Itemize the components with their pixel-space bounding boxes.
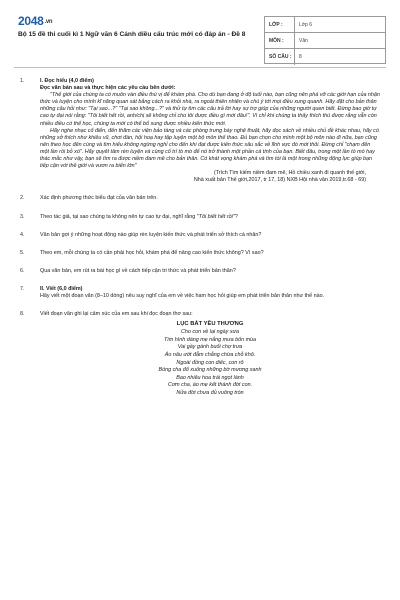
question-number: 3. bbox=[20, 213, 25, 220]
question-number: 8. bbox=[20, 311, 25, 318]
passage-source: (Trích Tìm kiếm niềm đam mê, Hồ chiều xanh đi quanh thế giới, bbox=[213, 170, 366, 177]
poem-line: Cơm cha, áo mẹ kết thành đời con. bbox=[167, 382, 253, 389]
question-quote: "Tôi biết hết rồi" bbox=[196, 213, 235, 220]
question-text: Hãy viết một đoạn văn (8–10 dòng) nêu suy nghĩ của em về việc ham học hỏi giúp em phát triển bản thân như thế nào. bbox=[40, 292, 325, 299]
question-number: 4. bbox=[20, 231, 25, 238]
poem-title: LỤC BÁT YÊU THƯƠNG bbox=[176, 321, 244, 328]
poem-line: Bao nhiêu hoa trái ngọt lành bbox=[176, 374, 244, 381]
instruction: Đọc văn bản sau và thực hiện các yêu cầu bên dưới: bbox=[40, 85, 176, 92]
question-text bbox=[40, 214, 380, 221]
info-label: SỐ CÂU : bbox=[269, 54, 292, 60]
info-row-class bbox=[265, 17, 385, 33]
question-1 bbox=[18, 78, 380, 184]
info-table bbox=[264, 16, 386, 64]
question-text-part: Theo tác giả, tại sao chúng ta không nên tự cao tự đại, nghĩ rằng bbox=[40, 213, 197, 220]
question-7 bbox=[18, 286, 380, 300]
document-title: Bộ 15 đề thi cuối kì 1 Ngữ văn 6 Cánh diều cấu trúc mới có đáp án - Đề 8 bbox=[18, 31, 246, 38]
info-label: LỚP : bbox=[269, 22, 283, 28]
info-value: Lớp 6 bbox=[299, 22, 313, 28]
question-5 bbox=[18, 250, 380, 257]
question-text: Văn bản gợi ý những hoạt động nào giúp rèn luyện kiến thức và phát triển sở thích cá nhân? bbox=[40, 231, 262, 238]
info-value: Văn bbox=[299, 38, 308, 44]
question-number: 2. bbox=[20, 195, 25, 202]
poem-line: Bóng cha đổ xuống những bờ mương xanh bbox=[158, 367, 262, 374]
brand-logo[interactable] bbox=[18, 14, 52, 28]
question-text: Xác định phương thức biểu đạt của văn bản trên. bbox=[40, 195, 158, 202]
question-4 bbox=[18, 232, 380, 239]
question-6 bbox=[18, 268, 380, 275]
question-text: Qua văn bản, em rút ra bài học gì về cách tiếp cận tri thức và phát triển bản thân? bbox=[40, 267, 236, 274]
question-8 bbox=[18, 311, 380, 398]
brand-name: 2048 bbox=[18, 14, 44, 28]
question-number: 5. bbox=[20, 249, 25, 256]
poem-line: Nửa đời chưa đủ vuông tròn bbox=[176, 390, 244, 396]
info-divider bbox=[294, 49, 295, 65]
brand-suffix: .vn bbox=[44, 18, 53, 25]
question-number: 6. bbox=[20, 267, 25, 274]
question-text: Theo em, mỗi chúng ta có cần phải học hỏi, khám phá để nâng cao kiến thức không? Vì sao? bbox=[40, 249, 264, 256]
poem-line: Áo nâu ướt đẫm chẳng chừa chỗ khô. bbox=[164, 352, 256, 359]
info-row-subject bbox=[265, 33, 385, 49]
question-text: Viết đoạn văn ghi lại cảm xúc của em sau khi đọc đoạn thơ sau: bbox=[40, 311, 193, 318]
section-heading: I. Đọc hiểu (4,0 điểm) bbox=[40, 78, 94, 84]
passage-paragraph: "Thế giới của chúng ta có muôn vàn điều thú vị để khám phá. Cho dù bạn đang ở độ tuổi nào, bạn cũng nên phá vỡ các giới hạn của nhận thức và luyện cho mình kĩ năng quan sát bằng cách ra khỏi nhà, ra ngoài thiên nhiên và chú ý tới mọi điều xung quanh. Hãy đặt cho bản thân những câu hỏi như: "Tại sao...?" "Tại sao không...?" và thử tự tìm các câu trả lời hay sự trợ giúp của những người quen biết. Đừng bao giờ tự cao tự đại nói rằng: "Tôi biết hết rồi, anh/chị sẽ không chỉ cho tôi được điều gì mới đâu!". Vì chỉ khi chúng ta thấy thích thú được rằng vẫn còn nhiều điều có thể học, chúng ta mới có thể bổ sung được nhiều kiến thức mới. bbox=[40, 92, 380, 127]
poem-line: Cho con về lại ngày xưa bbox=[181, 329, 239, 336]
poem-line: Vai gầy gánh buổi chợ trưa bbox=[177, 344, 243, 351]
question-number: 7. bbox=[20, 285, 25, 292]
info-divider bbox=[294, 33, 295, 48]
document-header bbox=[14, 10, 386, 62]
info-value: 8 bbox=[299, 54, 302, 60]
question-text-part: ? bbox=[234, 213, 238, 220]
header-divider bbox=[14, 67, 386, 68]
passage-paragraph: Hãy nghe nhạc cổ điển, đến thăm các viện bảo tàng và các phòng trưng bày nghệ thuật, hãy đọc sách về nhiều chủ đề khác nhau, hãy có những sở thích như khiêu vũ, chơi đàn, hội hoạ hay tập luyện một bộ môn thể thao. Đủ bạn chọn cho mình một bộ môn nào đi nữa, bạn cũng nên theo học đến cùng và tìm hiểu không ngừng nghỉ cho đến khi đạt được kiến thức sâu sắc về lĩnh vực đó mới thôi. Đừng chỉ "chạm đến một lần rồi bỏ xó". Hãy quyết tâm rèn luyện và cùng cố trí tò mò để nó trở thành một phần cá tính của bạn. Biết đâu, trong một lần tò mò hay thác mắc như vậy, bạn sẽ tìm ra được niềm đam mê cho bản thân. Có khát vọng khám phá và tìm tòi là một trong những động lực giúp bạn tiếp cận với thế giới và vươn ra biển lớn" bbox=[40, 127, 379, 170]
section-heading: II. Viết (6,0 điểm) bbox=[40, 285, 83, 292]
passage-source: Nhà xuất bản Thế giới,2017, tr 17, 18) NXB Hội nhà văn 2019,tr.68 - 69) bbox=[193, 177, 366, 184]
poem-line: Tìm hình dáng mẹ nắng mưa bốn mùa bbox=[163, 336, 257, 343]
question-number: 1. bbox=[20, 78, 25, 84]
info-row-question-count bbox=[265, 49, 385, 65]
info-divider bbox=[294, 17, 295, 32]
question-3 bbox=[18, 214, 380, 221]
info-label: MÔN : bbox=[269, 38, 284, 44]
exam-content bbox=[18, 78, 380, 398]
question-2 bbox=[18, 195, 380, 202]
poem-line: Ngoài đồng con diếc, con rô bbox=[176, 359, 244, 366]
